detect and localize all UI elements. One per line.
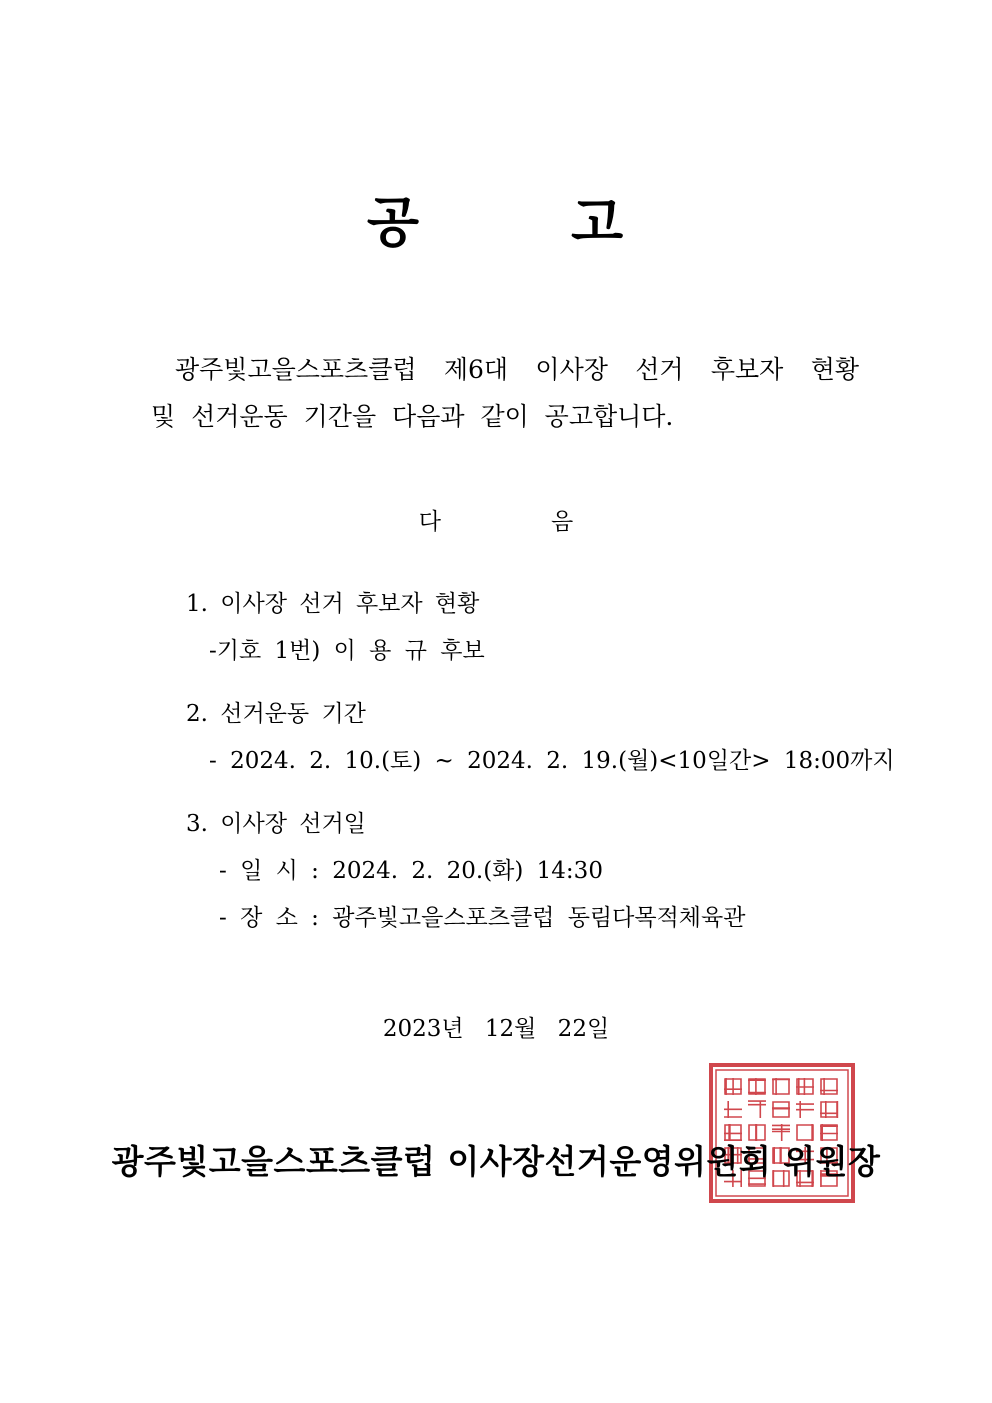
seal-glyph-stroke bbox=[748, 1078, 766, 1095]
seal-glyph-stroke bbox=[772, 1078, 790, 1095]
item-2-heading: 2. 선거운동 기간 bbox=[186, 701, 366, 727]
signer-name: 광주빛고을스포츠클럽 이사장선거운영위원회 위원장 bbox=[111, 1142, 881, 1181]
intro-line-2: 및 선거운동 기간을 다음과 같이 공고합니다. bbox=[151, 402, 674, 431]
daum-char-2: 음 bbox=[551, 509, 574, 535]
seal-glyph-stroke bbox=[820, 1101, 838, 1118]
seal-glyph-stroke bbox=[796, 1078, 814, 1095]
seal-glyph-stroke bbox=[724, 1101, 742, 1118]
intro-paragraph bbox=[151, 346, 859, 440]
title-char-2: 고 bbox=[571, 191, 626, 254]
item-2-detail: - 2024. 2. 10.(토) ~ 2024. 2. 19.(월)<10일간> 18:00까지 bbox=[209, 748, 895, 774]
section-heading-daum bbox=[0, 503, 992, 536]
intro-line-1: 광주빛고을스포츠클럽 제6대 이사장 선거 후보자 현황 bbox=[175, 355, 859, 384]
seal-glyph-stroke bbox=[772, 1102, 790, 1117]
page-title bbox=[0, 180, 992, 257]
notice-date: 2023년 12월 22일 bbox=[382, 1016, 610, 1042]
item-1-detail: -기호 1번) 이 용 규 후보 bbox=[209, 638, 485, 664]
seal-glyph-stroke bbox=[796, 1101, 814, 1118]
item-3-heading: 3. 이사장 선거일 bbox=[186, 811, 366, 837]
daum-char-1: 다 bbox=[418, 509, 441, 535]
title-char-1: 공 bbox=[366, 191, 421, 254]
seal-glyph-stroke bbox=[724, 1078, 742, 1095]
item-3-detail-time: - 일 시 : 2024. 2. 20.(화) 14:30 bbox=[219, 858, 603, 884]
item-3-detail-place: - 장 소 : 광주빛고을스포츠클럽 동림다목적체육관 bbox=[219, 905, 746, 931]
item-1-heading: 1. 이사장 선거 후보자 현황 bbox=[186, 591, 480, 617]
seal-glyph-stroke bbox=[820, 1078, 838, 1095]
seal-glyph-stroke bbox=[748, 1101, 766, 1118]
